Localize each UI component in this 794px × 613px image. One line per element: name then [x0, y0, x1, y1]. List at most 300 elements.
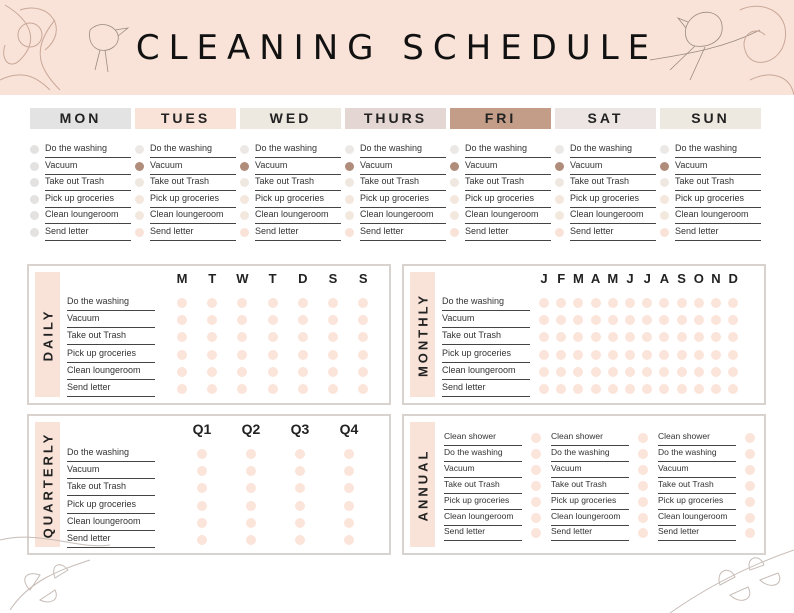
- column-header: S: [328, 271, 338, 286]
- day-task[interactable]: [660, 174, 761, 191]
- task-check-dot[interactable]: [450, 211, 459, 220]
- task-label: Send letter: [150, 225, 236, 241]
- task-check-dot[interactable]: [450, 162, 459, 171]
- check-dot[interactable]: [344, 518, 354, 528]
- check-dot[interactable]: [745, 465, 755, 475]
- day-task[interactable]: [450, 207, 551, 224]
- check-dot[interactable]: [728, 332, 738, 342]
- task-label: Vacuum: [675, 159, 761, 175]
- task-check-dot[interactable]: [135, 211, 144, 220]
- check-dot[interactable]: [295, 501, 305, 511]
- task-check-dot[interactable]: [345, 228, 354, 237]
- task-label: Pick up groceries: [551, 494, 629, 510]
- check-dot[interactable]: [728, 350, 738, 360]
- day-task[interactable]: [30, 174, 131, 191]
- check-dot[interactable]: [177, 384, 187, 394]
- day-task[interactable]: [660, 141, 761, 158]
- task-label: Clean loungeroom: [67, 515, 155, 531]
- day-task[interactable]: [240, 191, 341, 208]
- check-dot[interactable]: [268, 332, 278, 342]
- check-dot[interactable]: [539, 298, 549, 308]
- check-dot[interactable]: [745, 433, 755, 443]
- task-label: Vacuum: [465, 159, 551, 175]
- check-dot[interactable]: [711, 384, 721, 394]
- day-column: [135, 108, 236, 241]
- check-dot[interactable]: [358, 315, 368, 325]
- check-dot[interactable]: [358, 298, 368, 308]
- check-dot[interactable]: [711, 298, 721, 308]
- task-label: Clean shower: [551, 430, 629, 446]
- check-dot[interactable]: [745, 497, 755, 507]
- task-check-dot[interactable]: [240, 145, 249, 154]
- check-dot[interactable]: [358, 350, 368, 360]
- task-check-dot[interactable]: [660, 211, 669, 220]
- check-dot[interactable]: [237, 384, 247, 394]
- check-dot[interactable]: [694, 298, 704, 308]
- task-check-dot[interactable]: [30, 145, 39, 154]
- check-dot[interactable]: [207, 350, 217, 360]
- check-dot[interactable]: [246, 466, 256, 476]
- column-header: J: [626, 271, 634, 286]
- check-dot[interactable]: [608, 350, 618, 360]
- day-task[interactable]: [555, 224, 656, 241]
- check-dot[interactable]: [608, 315, 618, 325]
- day-task[interactable]: [135, 141, 236, 158]
- task-check-dot[interactable]: [135, 145, 144, 154]
- check-dot[interactable]: [728, 384, 738, 394]
- day-task[interactable]: [450, 141, 551, 158]
- task-label: Do the washing: [360, 142, 446, 158]
- check-dot[interactable]: [358, 332, 368, 342]
- check-dot[interactable]: [344, 535, 354, 545]
- task-label: Pick up groceries: [45, 192, 131, 208]
- check-dot[interactable]: [694, 350, 704, 360]
- check-dot[interactable]: [694, 332, 704, 342]
- task-check-dot[interactable]: [555, 228, 564, 237]
- day-task[interactable]: [450, 158, 551, 175]
- monthly-title: MONTHLY: [415, 292, 430, 377]
- task-label: Do the washing: [444, 446, 522, 462]
- task-check-dot[interactable]: [30, 195, 39, 204]
- daily-title: DAILY: [40, 308, 55, 361]
- check-dot[interactable]: [539, 315, 549, 325]
- check-dot[interactable]: [694, 315, 704, 325]
- check-dot[interactable]: [625, 298, 635, 308]
- check-dot[interactable]: [659, 315, 669, 325]
- check-dot[interactable]: [728, 298, 738, 308]
- check-dot[interactable]: [197, 535, 207, 545]
- task-check-dot[interactable]: [660, 228, 669, 237]
- check-dot[interactable]: [531, 497, 541, 507]
- check-dot[interactable]: [177, 298, 187, 308]
- check-dot[interactable]: [328, 298, 338, 308]
- check-dot[interactable]: [728, 315, 738, 325]
- day-header: SUN: [660, 108, 761, 129]
- task-label: Send letter: [444, 525, 522, 541]
- check-dot[interactable]: [638, 513, 648, 523]
- day-task[interactable]: [30, 158, 131, 175]
- day-task[interactable]: [135, 191, 236, 208]
- check-dot[interactable]: [659, 384, 669, 394]
- monthly-panel: [402, 264, 766, 405]
- task-check-dot[interactable]: [240, 178, 249, 187]
- check-dot[interactable]: [573, 332, 583, 342]
- check-dot[interactable]: [745, 528, 755, 538]
- check-dot[interactable]: [207, 384, 217, 394]
- task-check-dot[interactable]: [660, 178, 669, 187]
- task-label: Pick up groceries: [360, 192, 446, 208]
- task-check-dot[interactable]: [30, 178, 39, 187]
- check-dot[interactable]: [539, 332, 549, 342]
- task-label: Vacuum: [255, 159, 341, 175]
- check-dot[interactable]: [573, 315, 583, 325]
- annual-title: ANNUAL: [415, 448, 430, 521]
- day-task[interactable]: [660, 191, 761, 208]
- check-dot[interactable]: [728, 367, 738, 377]
- check-dot[interactable]: [625, 350, 635, 360]
- check-dot[interactable]: [539, 350, 549, 360]
- check-dot[interactable]: [625, 332, 635, 342]
- check-dot[interactable]: [197, 518, 207, 528]
- check-dot[interactable]: [638, 528, 648, 538]
- check-dot[interactable]: [556, 367, 566, 377]
- task-check-dot[interactable]: [240, 162, 249, 171]
- task-check-dot[interactable]: [30, 228, 39, 237]
- task-label: Send letter: [551, 525, 629, 541]
- check-dot[interactable]: [358, 384, 368, 394]
- column-header: Q4: [339, 421, 359, 437]
- task-check-dot[interactable]: [345, 195, 354, 204]
- day-column: [450, 108, 551, 241]
- check-dot[interactable]: [295, 466, 305, 476]
- check-dot[interactable]: [677, 332, 687, 342]
- check-dot[interactable]: [638, 449, 648, 459]
- check-dot[interactable]: [531, 513, 541, 523]
- check-dot[interactable]: [638, 433, 648, 443]
- check-dot[interactable]: [328, 367, 338, 377]
- check-dot[interactable]: [207, 298, 217, 308]
- check-dot[interactable]: [638, 497, 648, 507]
- task-check-dot[interactable]: [450, 178, 459, 187]
- check-dot[interactable]: [295, 518, 305, 528]
- check-dot[interactable]: [328, 384, 338, 394]
- check-dot[interactable]: [659, 298, 669, 308]
- check-dot[interactable]: [531, 481, 541, 491]
- task-label: Send letter: [442, 381, 530, 397]
- check-dot[interactable]: [638, 465, 648, 475]
- task-label: Do the washing: [255, 142, 341, 158]
- day-task[interactable]: [240, 158, 341, 175]
- check-dot[interactable]: [237, 367, 247, 377]
- task-check-dot[interactable]: [555, 145, 564, 154]
- column-header: W: [236, 271, 249, 286]
- check-dot[interactable]: [711, 367, 721, 377]
- check-dot[interactable]: [608, 384, 618, 394]
- check-dot[interactable]: [642, 332, 652, 342]
- check-dot[interactable]: [298, 315, 308, 325]
- check-dot[interactable]: [677, 315, 687, 325]
- check-dot[interactable]: [625, 315, 635, 325]
- column-header: D: [298, 271, 308, 286]
- check-dot[interactable]: [711, 350, 721, 360]
- check-dot[interactable]: [573, 367, 583, 377]
- check-dot[interactable]: [531, 449, 541, 459]
- day-task[interactable]: [450, 224, 551, 241]
- task-check-dot[interactable]: [660, 162, 669, 171]
- check-dot[interactable]: [246, 535, 256, 545]
- check-dot[interactable]: [328, 350, 338, 360]
- task-label: Send letter: [45, 225, 131, 241]
- task-check-dot[interactable]: [555, 211, 564, 220]
- check-dot[interactable]: [246, 483, 256, 493]
- check-dot[interactable]: [659, 332, 669, 342]
- check-dot[interactable]: [539, 384, 549, 394]
- check-dot[interactable]: [711, 332, 721, 342]
- column-header: J: [540, 271, 548, 286]
- check-dot[interactable]: [237, 350, 247, 360]
- task-check-dot[interactable]: [555, 178, 564, 187]
- check-dot[interactable]: [207, 367, 217, 377]
- column-header: D: [728, 271, 738, 286]
- check-dot[interactable]: [358, 367, 368, 377]
- task-label: Clean shower: [658, 430, 736, 446]
- check-dot[interactable]: [246, 449, 256, 459]
- check-dot[interactable]: [268, 367, 278, 377]
- column-header: Q1: [192, 421, 212, 437]
- task-label: Clean loungeroom: [360, 208, 446, 224]
- task-label: Vacuum: [150, 159, 236, 175]
- check-dot[interactable]: [197, 501, 207, 511]
- check-dot[interactable]: [531, 465, 541, 475]
- task-check-dot[interactable]: [660, 195, 669, 204]
- day-task[interactable]: [450, 174, 551, 191]
- task-label: Take out Trash: [465, 175, 551, 191]
- check-dot[interactable]: [694, 367, 704, 377]
- day-task[interactable]: [555, 207, 656, 224]
- check-dot[interactable]: [556, 298, 566, 308]
- check-dot[interactable]: [677, 384, 687, 394]
- day-task[interactable]: [30, 224, 131, 241]
- check-dot[interactable]: [591, 384, 601, 394]
- task-check-dot[interactable]: [660, 145, 669, 154]
- check-dot[interactable]: [659, 350, 669, 360]
- check-dot[interactable]: [246, 518, 256, 528]
- check-dot[interactable]: [344, 483, 354, 493]
- check-dot[interactable]: [531, 433, 541, 443]
- page-title: CLEANING SCHEDULE: [135, 28, 659, 68]
- check-dot[interactable]: [677, 350, 687, 360]
- check-dot[interactable]: [268, 384, 278, 394]
- check-dot[interactable]: [237, 298, 247, 308]
- day-task[interactable]: [555, 158, 656, 175]
- task-label: Clean loungeroom: [675, 208, 761, 224]
- check-dot[interactable]: [177, 332, 187, 342]
- check-dot[interactable]: [344, 449, 354, 459]
- check-dot[interactable]: [608, 332, 618, 342]
- check-dot[interactable]: [344, 501, 354, 511]
- annual-side-label: [410, 422, 435, 547]
- task-check-dot[interactable]: [345, 145, 354, 154]
- check-dot[interactable]: [197, 466, 207, 476]
- check-dot[interactable]: [298, 332, 308, 342]
- task-check-dot[interactable]: [450, 228, 459, 237]
- task-check-dot[interactable]: [135, 178, 144, 187]
- check-dot[interactable]: [295, 449, 305, 459]
- check-dot[interactable]: [197, 483, 207, 493]
- check-dot[interactable]: [197, 449, 207, 459]
- day-header: WED: [240, 108, 341, 129]
- check-dot[interactable]: [573, 298, 583, 308]
- task-label: Clean loungeroom: [442, 364, 530, 380]
- task-check-dot[interactable]: [135, 195, 144, 204]
- check-dot[interactable]: [591, 367, 601, 377]
- task-check-dot[interactable]: [135, 228, 144, 237]
- day-task[interactable]: [555, 191, 656, 208]
- check-dot[interactable]: [328, 332, 338, 342]
- check-dot[interactable]: [642, 350, 652, 360]
- day-task[interactable]: [240, 174, 341, 191]
- task-label: Do the washing: [570, 142, 656, 158]
- check-dot[interactable]: [246, 501, 256, 511]
- column-header: A: [659, 271, 670, 286]
- check-dot[interactable]: [207, 332, 217, 342]
- check-dot[interactable]: [298, 298, 308, 308]
- day-task[interactable]: [135, 224, 236, 241]
- check-dot[interactable]: [556, 384, 566, 394]
- task-label: Clean loungeroom: [150, 208, 236, 224]
- day-task[interactable]: [660, 158, 761, 175]
- day-task[interactable]: [135, 174, 236, 191]
- day-header: SAT: [555, 108, 656, 129]
- task-label: Pick up groceries: [570, 192, 656, 208]
- check-dot[interactable]: [625, 367, 635, 377]
- check-dot[interactable]: [659, 367, 669, 377]
- task-label: Pick up groceries: [442, 347, 530, 363]
- task-check-dot[interactable]: [240, 195, 249, 204]
- task-check-dot[interactable]: [135, 162, 144, 171]
- task-label: Send letter: [658, 525, 736, 541]
- check-dot[interactable]: [295, 483, 305, 493]
- check-dot[interactable]: [237, 315, 247, 325]
- task-check-dot[interactable]: [450, 145, 459, 154]
- check-dot[interactable]: [237, 332, 247, 342]
- task-check-dot[interactable]: [240, 228, 249, 237]
- check-dot[interactable]: [268, 315, 278, 325]
- day-task[interactable]: [345, 141, 446, 158]
- check-dot[interactable]: [608, 367, 618, 377]
- day-task[interactable]: [240, 224, 341, 241]
- check-dot[interactable]: [556, 350, 566, 360]
- check-dot[interactable]: [344, 466, 354, 476]
- check-dot[interactable]: [694, 384, 704, 394]
- day-task[interactable]: [135, 158, 236, 175]
- column-header: J: [643, 271, 651, 286]
- day-task[interactable]: [30, 141, 131, 158]
- check-dot[interactable]: [573, 350, 583, 360]
- check-dot[interactable]: [328, 315, 338, 325]
- check-dot[interactable]: [177, 350, 187, 360]
- day-task[interactable]: [30, 191, 131, 208]
- check-dot[interactable]: [268, 298, 278, 308]
- check-dot[interactable]: [591, 298, 601, 308]
- column-header: Q2: [241, 421, 261, 437]
- check-dot[interactable]: [298, 384, 308, 394]
- check-dot[interactable]: [745, 481, 755, 491]
- task-check-dot[interactable]: [30, 211, 39, 220]
- task-check-dot[interactable]: [555, 195, 564, 204]
- day-task[interactable]: [450, 191, 551, 208]
- check-dot[interactable]: [642, 298, 652, 308]
- check-dot[interactable]: [711, 315, 721, 325]
- day-task[interactable]: [345, 224, 446, 241]
- day-task[interactable]: [345, 191, 446, 208]
- check-dot[interactable]: [591, 315, 601, 325]
- day-task[interactable]: [345, 158, 446, 175]
- task-check-dot[interactable]: [345, 162, 354, 171]
- check-dot[interactable]: [298, 367, 308, 377]
- task-check-dot[interactable]: [450, 195, 459, 204]
- day-task[interactable]: [240, 207, 341, 224]
- check-dot[interactable]: [556, 315, 566, 325]
- check-dot[interactable]: [573, 384, 583, 394]
- check-dot[interactable]: [207, 315, 217, 325]
- check-dot[interactable]: [608, 298, 618, 308]
- check-dot[interactable]: [642, 384, 652, 394]
- task-check-dot[interactable]: [240, 211, 249, 220]
- task-check-dot[interactable]: [345, 211, 354, 220]
- day-task[interactable]: [345, 207, 446, 224]
- check-dot[interactable]: [625, 384, 635, 394]
- day-task[interactable]: [345, 174, 446, 191]
- check-dot[interactable]: [177, 367, 187, 377]
- day-task[interactable]: [660, 207, 761, 224]
- check-dot[interactable]: [295, 535, 305, 545]
- check-dot[interactable]: [556, 332, 566, 342]
- check-dot[interactable]: [268, 350, 278, 360]
- check-dot[interactable]: [531, 528, 541, 538]
- day-task[interactable]: [30, 207, 131, 224]
- day-header: TUES: [135, 108, 236, 129]
- check-dot[interactable]: [177, 315, 187, 325]
- day-task[interactable]: [660, 224, 761, 241]
- task-check-dot[interactable]: [345, 178, 354, 187]
- task-check-dot[interactable]: [30, 162, 39, 171]
- task-label: Pick up groceries: [150, 192, 236, 208]
- day-task[interactable]: [555, 141, 656, 158]
- check-dot[interactable]: [677, 298, 687, 308]
- column-header: T: [268, 271, 277, 286]
- task-label: Clean loungeroom: [444, 510, 522, 526]
- check-dot[interactable]: [642, 367, 652, 377]
- day-task[interactable]: [240, 141, 341, 158]
- check-dot[interactable]: [642, 315, 652, 325]
- check-dot[interactable]: [591, 350, 601, 360]
- check-dot[interactable]: [298, 350, 308, 360]
- check-dot[interactable]: [745, 513, 755, 523]
- check-dot[interactable]: [745, 449, 755, 459]
- day-task[interactable]: [555, 174, 656, 191]
- daily-side-label: [35, 272, 60, 397]
- day-task[interactable]: [135, 207, 236, 224]
- day-header: MON: [30, 108, 131, 129]
- task-check-dot[interactable]: [555, 162, 564, 171]
- task-label: Do the washing: [442, 295, 530, 311]
- check-dot[interactable]: [677, 367, 687, 377]
- check-dot[interactable]: [591, 332, 601, 342]
- check-dot[interactable]: [638, 481, 648, 491]
- task-label: Take out Trash: [442, 329, 530, 345]
- check-dot[interactable]: [539, 367, 549, 377]
